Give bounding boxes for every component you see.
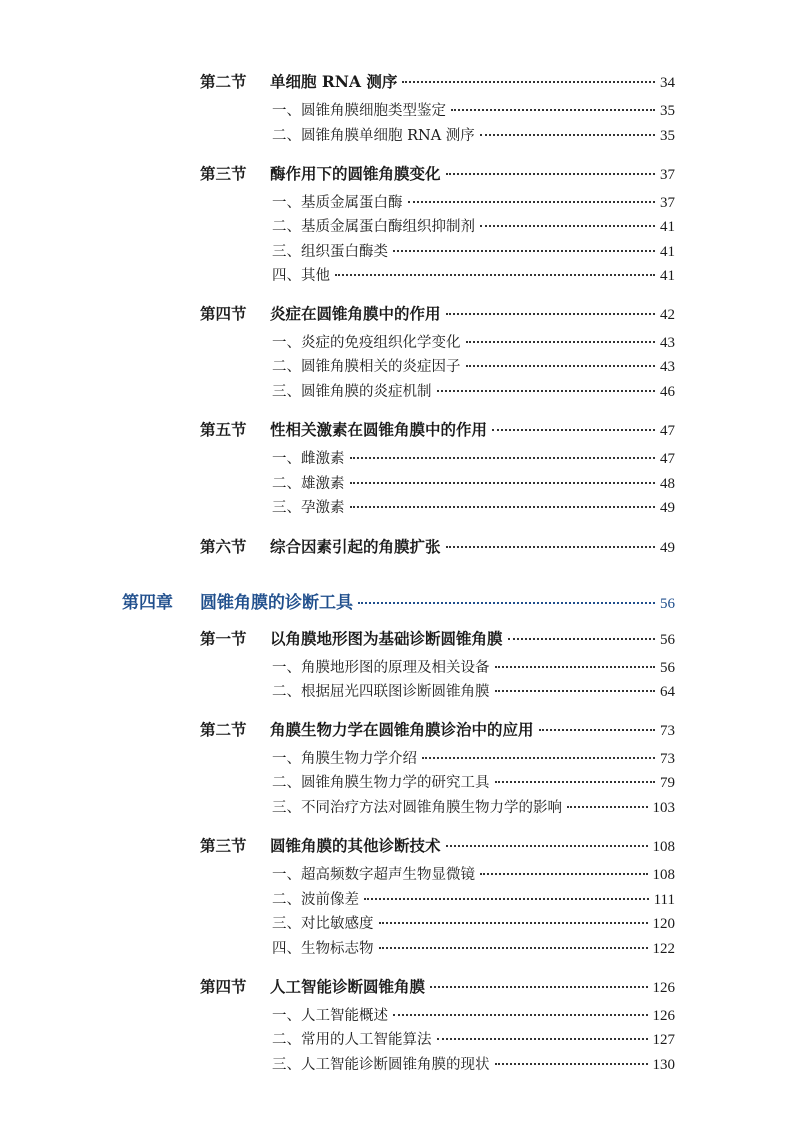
toc-subsection[interactable] (272, 496, 675, 517)
page-number: 73 (660, 751, 675, 767)
dot-leader (480, 134, 655, 136)
toc-chapter[interactable] (122, 588, 675, 613)
subsection-title: 二、常用的人工智能算法 (272, 1032, 432, 1048)
dot-leader (451, 109, 655, 111)
section-number: 第一节 (200, 629, 247, 648)
page-number: 79 (660, 775, 675, 791)
toc-subsection[interactable] (272, 447, 675, 468)
toc-subsection[interactable] (272, 796, 675, 817)
page-number: 35 (660, 128, 675, 144)
dot-leader (364, 898, 649, 900)
toc-subsection[interactable] (272, 191, 675, 212)
section-number: 第二节 (200, 720, 247, 739)
dot-leader (437, 390, 656, 392)
subsection-title: 四、其他 (272, 268, 330, 284)
dot-leader (422, 757, 655, 759)
toc-subsection[interactable] (272, 912, 675, 933)
dot-leader (350, 506, 656, 508)
page-number: 73 (660, 723, 675, 739)
section-title: 角膜生物力学在圆锥角膜诊治中的应用 (270, 720, 534, 739)
subsection-title: 二、基质金属蛋白酶组织抑制剂 (272, 219, 475, 235)
dot-leader (350, 457, 656, 459)
page-number: 37 (660, 167, 675, 183)
dot-leader (402, 81, 655, 83)
dot-leader (495, 690, 656, 692)
toc-subsection[interactable] (272, 380, 675, 401)
toc-subsection[interactable] (272, 124, 675, 145)
page-number: 41 (660, 219, 675, 235)
section-title: 炎症在圆锥角膜中的作用 (270, 304, 441, 323)
section-title: 单细胞 RNA 测序 (270, 72, 398, 91)
chapter-number: 第四章 (122, 593, 173, 613)
page-number: 122 (652, 941, 675, 957)
toc-subsection[interactable] (272, 1004, 675, 1025)
section-title: 以角膜地形图为基础诊断圆锥角膜 (270, 629, 503, 648)
dot-leader (480, 873, 648, 875)
section-title: 性相关激素在圆锥角膜中的作用 (270, 420, 488, 439)
dot-leader (466, 365, 656, 367)
page-number: 43 (660, 335, 675, 351)
page-number: 34 (660, 75, 675, 91)
toc-section[interactable] (200, 302, 675, 324)
section-number: 第三节 (200, 164, 247, 183)
subsection-title: 二、根据屈光四联图诊断圆锥角膜 (272, 684, 490, 700)
subsection-title: 二、雄激素 (272, 476, 345, 492)
dot-leader (335, 274, 655, 276)
page-number: 47 (660, 423, 675, 439)
page-number: 127 (652, 1032, 675, 1048)
dot-leader (408, 201, 656, 203)
section-number: 第四节 (200, 977, 247, 996)
toc-subsection[interactable] (272, 1053, 675, 1074)
toc-subsection[interactable] (272, 937, 675, 958)
dot-leader (350, 482, 656, 484)
dot-leader (539, 729, 655, 731)
dot-leader (446, 546, 655, 548)
toc-section[interactable] (200, 70, 675, 92)
page-number: 47 (660, 451, 675, 467)
subsection-title: 二、圆锥角膜相关的炎症因子 (272, 359, 461, 375)
toc-section[interactable] (200, 535, 675, 557)
dot-leader (508, 638, 655, 640)
dot-leader (430, 986, 647, 988)
page-number: 126 (652, 980, 675, 996)
dot-leader (393, 1014, 648, 1016)
toc-section[interactable] (200, 162, 675, 184)
toc-subsection[interactable] (272, 656, 675, 677)
toc-subsection[interactable] (272, 472, 675, 493)
toc-section[interactable] (200, 975, 675, 997)
dot-leader (495, 666, 656, 668)
dot-leader (393, 250, 655, 252)
dot-leader (466, 341, 656, 343)
page-number: 108 (652, 867, 675, 883)
dot-leader (495, 1063, 648, 1065)
toc-subsection[interactable] (272, 771, 675, 792)
subsection-title: 三、人工智能诊断圆锥角膜的现状 (272, 1057, 490, 1073)
toc-section[interactable] (200, 834, 675, 856)
subsection-title: 二、圆锥角膜单细胞 RNA 测序 (272, 128, 475, 144)
toc-section[interactable] (200, 418, 675, 440)
section-number: 第二节 (200, 72, 247, 91)
subsection-title: 四、生物标志物 (272, 941, 374, 957)
dot-leader (358, 602, 655, 604)
page-number: 41 (660, 244, 675, 260)
dot-leader (495, 781, 656, 783)
subsection-title: 三、组织蛋白酶类 (272, 244, 388, 260)
page-number: 41 (660, 268, 675, 284)
dot-leader (446, 313, 655, 315)
subsection-title: 一、圆锥角膜细胞类型鉴定 (272, 103, 446, 119)
page-number: 56 (660, 596, 675, 612)
subsection-title: 一、雌激素 (272, 451, 345, 467)
page-number: 108 (652, 839, 675, 855)
dot-leader (492, 429, 655, 431)
page-number: 49 (660, 500, 675, 516)
dot-leader (446, 845, 648, 847)
toc-subsection[interactable] (272, 1028, 675, 1049)
section-number: 第五节 (200, 420, 247, 439)
toc-subsection[interactable] (272, 331, 675, 352)
chapter-title: 圆锥角膜的诊断工具 (200, 593, 353, 613)
section-title: 人工智能诊断圆锥角膜 (270, 977, 426, 996)
toc-section[interactable] (200, 718, 675, 740)
page-number: 42 (660, 307, 675, 323)
subsection-title: 一、角膜地形图的原理及相关设备 (272, 660, 490, 676)
dot-leader (480, 225, 655, 227)
page-number: 49 (660, 540, 675, 556)
subsection-title: 二、波前像差 (272, 892, 359, 908)
toc-section[interactable] (200, 627, 675, 649)
section-title: 综合因素引起的角膜扩张 (270, 537, 441, 556)
page-number: 43 (660, 359, 675, 375)
subsection-title: 三、不同治疗方法对圆锥角膜生物力学的影响 (272, 800, 562, 816)
subsection-title: 一、人工智能概述 (272, 1008, 388, 1024)
toc-subsection[interactable] (272, 355, 675, 376)
subsection-title: 一、超高频数字超声生物显微镜 (272, 867, 475, 883)
dot-leader (567, 806, 648, 808)
section-number: 第四节 (200, 304, 247, 323)
section-number: 第六节 (200, 537, 247, 556)
section-title: 酶作用下的圆锥角膜变化 (270, 164, 441, 183)
dot-leader (437, 1038, 648, 1040)
dot-leader (446, 173, 655, 175)
toc-subsection[interactable] (272, 863, 675, 884)
page-number: 130 (652, 1057, 675, 1073)
page-number: 48 (660, 476, 675, 492)
page-number: 56 (660, 632, 675, 648)
page-number: 56 (660, 660, 675, 676)
page-number: 126 (652, 1008, 675, 1024)
dot-leader (379, 947, 648, 949)
page-number: 103 (652, 800, 675, 816)
page-number: 64 (660, 684, 675, 700)
toc-subsection[interactable] (272, 99, 675, 120)
section-number: 第三节 (200, 836, 247, 855)
toc-subsection[interactable] (272, 264, 675, 285)
subsection-title: 三、圆锥角膜的炎症机制 (272, 384, 432, 400)
page-number: 111 (653, 892, 675, 908)
page-number: 35 (660, 103, 675, 119)
subsection-title: 三、孕激素 (272, 500, 345, 516)
dot-leader (379, 922, 648, 924)
page-number: 46 (660, 384, 675, 400)
subsection-title: 二、圆锥角膜生物力学的研究工具 (272, 775, 490, 791)
section-title: 圆锥角膜的其他诊断技术 (270, 836, 441, 855)
toc-subsection[interactable] (272, 747, 675, 768)
toc-subsection[interactable] (272, 240, 675, 261)
subsection-title: 一、角膜生物力学介绍 (272, 751, 417, 767)
toc-subsection[interactable] (272, 888, 675, 909)
subsection-title: 一、基质金属蛋白酶 (272, 195, 403, 211)
subsection-title: 三、对比敏感度 (272, 916, 374, 932)
page-number: 120 (652, 916, 675, 932)
subsection-title: 一、炎症的免疫组织化学变化 (272, 335, 461, 351)
page-number: 37 (660, 195, 675, 211)
toc-subsection[interactable] (272, 215, 675, 236)
toc-subsection[interactable] (272, 680, 675, 701)
